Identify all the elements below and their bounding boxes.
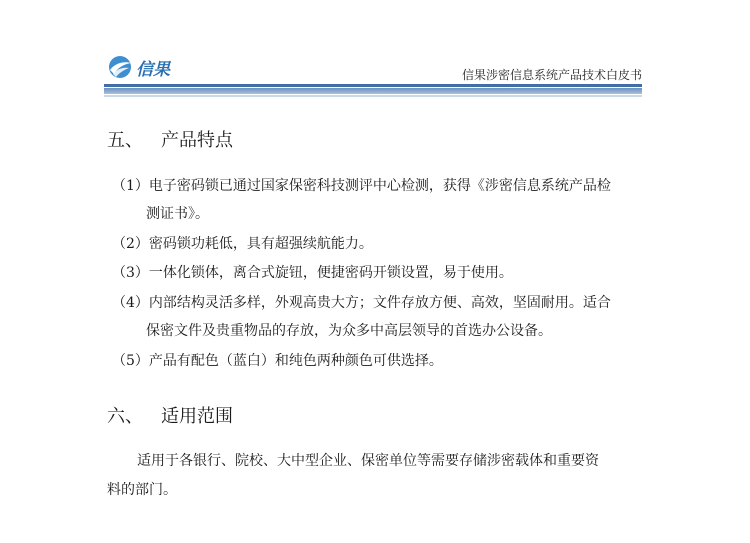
list-item-text: 密码锁功耗低，具有超强续航能力。 [148, 236, 373, 252]
list-item [112, 175, 611, 195]
list-item [112, 233, 373, 253]
section-heading-scope [107, 402, 233, 428]
document-title: 信果涉密信息系统产品技术白皮书 [461, 68, 642, 82]
section-number: 六、 [107, 406, 143, 427]
logo [107, 52, 170, 82]
list-item-label: （5） [112, 353, 149, 369]
header-rule-light [104, 95, 642, 97]
section-heading-features [107, 126, 233, 152]
list-item-text: 一体化锁体，离合式旋钮，便捷密码开锁设置，易于使用。 [148, 265, 513, 281]
list-item-text: 产品有配色（蓝白）和纯色两种颜色可供选择。 [148, 353, 443, 369]
list-item [112, 350, 443, 370]
header-rule-dark [104, 84, 642, 87]
list-item-label: （2） [112, 236, 149, 252]
list-item-text: 电子密码锁已通过国家保密科技测评中心检测，获得《涉密信息系统产品检 [148, 178, 611, 194]
header-rule-gradient [104, 88, 642, 94]
list-item-label: （1） [112, 178, 149, 194]
page-header [0, 0, 750, 100]
scope-paragraph-line: 料的部门。 [107, 482, 177, 498]
list-item-continuation: 保密文件及贵重物品的存放，为众多中高层领导的首选办公设备。 [146, 323, 552, 339]
list-item-text: 内部结构灵活多样，外观高贵大方；文件存放方便、高效，坚固耐用。适合 [148, 295, 611, 311]
section-number: 五、 [107, 130, 143, 151]
scope-paragraph-line: 适用于各银行、院校、大中型企业、保密单位等需要存储涉密载体和重要资 [137, 453, 599, 469]
section-title: 适用范围 [161, 406, 233, 427]
list-item-label: （3） [112, 265, 149, 281]
globe-swoosh-icon [107, 54, 133, 80]
list-item-continuation: 测证书》。 [146, 206, 209, 222]
section-title: 产品特点 [161, 130, 233, 151]
list-item [112, 292, 611, 312]
brand-name: 信果 [136, 59, 170, 80]
list-item-label: （4） [112, 295, 149, 311]
list-item [112, 262, 513, 282]
